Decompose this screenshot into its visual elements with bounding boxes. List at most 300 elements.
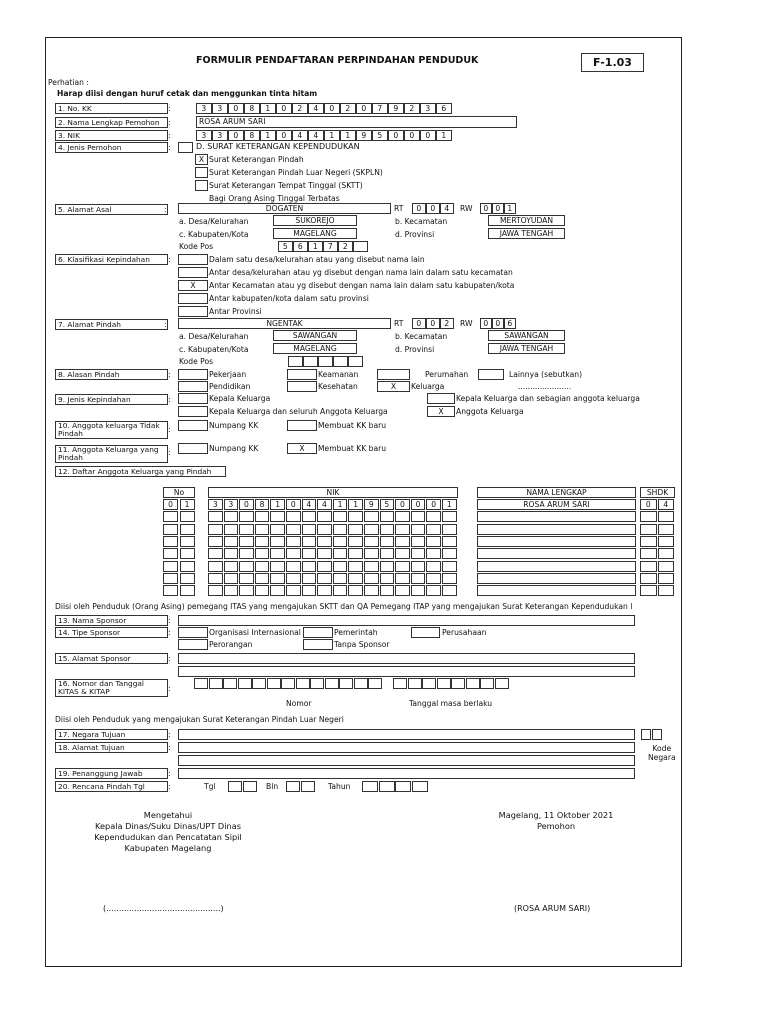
nik-cell[interactable] bbox=[255, 573, 270, 584]
no-cell[interactable] bbox=[163, 585, 178, 596]
bln-cells[interactable] bbox=[286, 781, 315, 792]
digit-cell[interactable] bbox=[333, 356, 348, 367]
digit-cell[interactable] bbox=[495, 678, 509, 689]
nik-cell[interactable] bbox=[208, 511, 223, 522]
kitas-tanggal-cells[interactable] bbox=[393, 678, 509, 689]
no-cell[interactable] bbox=[163, 561, 178, 572]
nik-cell[interactable] bbox=[411, 548, 426, 559]
nama-cell[interactable]: ROSA ARUM SARI bbox=[477, 499, 636, 510]
nik-cell[interactable] bbox=[317, 511, 332, 522]
checkbox-kk-baru[interactable]: X bbox=[287, 443, 317, 454]
digit-cell[interactable] bbox=[353, 241, 368, 252]
nik-cell[interactable] bbox=[239, 585, 254, 596]
digit-cell[interactable]: 6 bbox=[504, 318, 516, 329]
nama-cell[interactable] bbox=[477, 573, 636, 584]
checkbox-kk-baru[interactable] bbox=[287, 420, 317, 431]
nik-cell[interactable] bbox=[224, 573, 239, 584]
rt-cells[interactable] bbox=[412, 318, 454, 329]
no-cell[interactable] bbox=[180, 524, 195, 535]
alamat-tujuan-input[interactable] bbox=[178, 742, 635, 753]
nik-cell[interactable] bbox=[411, 573, 426, 584]
nik-cell[interactable] bbox=[411, 511, 426, 522]
nik-cell[interactable] bbox=[239, 524, 254, 535]
checkbox-pekerjaan[interactable] bbox=[178, 369, 208, 380]
digit-cell[interactable]: 5 bbox=[278, 241, 293, 252]
kab-input[interactable]: MAGELANG bbox=[273, 228, 357, 239]
prov-input[interactable]: JAWA TENGAH bbox=[488, 228, 565, 239]
nik-cell[interactable] bbox=[348, 511, 363, 522]
digit-cell[interactable]: 0 bbox=[356, 103, 372, 114]
digit-cell[interactable] bbox=[318, 356, 333, 367]
checkbox-kk-seluruh[interactable] bbox=[178, 406, 208, 417]
nama-input[interactable]: ROSA ARUM SARI bbox=[196, 116, 517, 128]
klasifikasi-checkbox[interactable] bbox=[178, 254, 208, 265]
no-cell[interactable] bbox=[180, 536, 195, 547]
digit-cell[interactable]: 0 bbox=[412, 318, 426, 329]
option-checkbox[interactable]: X bbox=[195, 154, 208, 165]
no-cell[interactable] bbox=[163, 511, 178, 522]
option-checkbox[interactable] bbox=[195, 180, 208, 191]
nik-cell[interactable] bbox=[348, 524, 363, 535]
nik-cell[interactable] bbox=[317, 585, 332, 596]
tgl-cells[interactable] bbox=[228, 781, 257, 792]
digit-cell[interactable]: 0 bbox=[228, 130, 244, 141]
kode-pos-cells[interactable] bbox=[278, 241, 368, 252]
nik-cell[interactable] bbox=[270, 561, 285, 572]
nik-cell[interactable] bbox=[255, 548, 270, 559]
shdk-cell[interactable] bbox=[640, 548, 657, 559]
desa-input[interactable]: SUKOREJO bbox=[273, 215, 357, 226]
digit-cell[interactable] bbox=[368, 678, 382, 689]
nik-cell[interactable]: 0 bbox=[286, 499, 301, 510]
nik-cell[interactable] bbox=[270, 536, 285, 547]
nik-cell[interactable] bbox=[239, 548, 254, 559]
nik-cell[interactable] bbox=[364, 536, 379, 547]
no-cell[interactable] bbox=[180, 561, 195, 572]
nik-cell[interactable] bbox=[317, 573, 332, 584]
kode-pos-cells[interactable] bbox=[288, 356, 363, 367]
digit-cell[interactable]: 9 bbox=[388, 103, 404, 114]
nik-cell[interactable] bbox=[411, 561, 426, 572]
nik-cell[interactable] bbox=[317, 548, 332, 559]
nik-cell[interactable]: 0 bbox=[426, 499, 441, 510]
nik-cell[interactable] bbox=[224, 585, 239, 596]
digit-cell[interactable] bbox=[451, 678, 465, 689]
nik-cell[interactable] bbox=[286, 573, 301, 584]
nik-cell[interactable] bbox=[442, 536, 457, 547]
nik-cell[interactable] bbox=[270, 573, 285, 584]
nik-cell[interactable] bbox=[302, 548, 317, 559]
nik-cell[interactable] bbox=[302, 561, 317, 572]
shdk-cell[interactable] bbox=[640, 524, 657, 535]
checkbox-tanpa[interactable] bbox=[303, 639, 333, 650]
nik-cells[interactable] bbox=[196, 130, 452, 141]
checkbox-numpang[interactable] bbox=[178, 420, 208, 431]
digit-cell[interactable] bbox=[209, 678, 223, 689]
digit-cell[interactable]: 0 bbox=[228, 103, 244, 114]
digit-cell[interactable] bbox=[303, 356, 318, 367]
nik-cell[interactable] bbox=[411, 524, 426, 535]
nik-cell[interactable] bbox=[317, 536, 332, 547]
desa-input[interactable]: SAWANGAN bbox=[273, 330, 357, 341]
nik-cell[interactable] bbox=[239, 561, 254, 572]
sponsor-alamat-input[interactable] bbox=[178, 653, 635, 664]
shdk-cell[interactable] bbox=[658, 536, 675, 547]
nik-cell[interactable] bbox=[208, 548, 223, 559]
nik-cell[interactable]: 0 bbox=[395, 499, 410, 510]
digit-cell[interactable] bbox=[223, 678, 237, 689]
nik-cell[interactable] bbox=[333, 536, 348, 547]
nik-cell[interactable] bbox=[302, 585, 317, 596]
digit-cell[interactable] bbox=[281, 678, 295, 689]
shdk-cell[interactable] bbox=[658, 573, 675, 584]
digit-cell[interactable] bbox=[422, 678, 436, 689]
digit-cell[interactable]: 0 bbox=[276, 103, 292, 114]
digit-cell[interactable]: 7 bbox=[323, 241, 338, 252]
nik-cell[interactable]: 1 bbox=[348, 499, 363, 510]
nik-cell[interactable] bbox=[380, 573, 395, 584]
nik-cell[interactable]: 5 bbox=[380, 499, 395, 510]
digit-cell[interactable]: 0 bbox=[388, 130, 404, 141]
nik-cell[interactable]: 1 bbox=[333, 499, 348, 510]
alamat-asal-input[interactable]: DOGATEN bbox=[178, 203, 391, 214]
nik-cell[interactable] bbox=[255, 561, 270, 572]
digit-cell[interactable]: 0 bbox=[426, 318, 440, 329]
no-cell[interactable] bbox=[180, 585, 195, 596]
shdk-cell[interactable] bbox=[640, 561, 657, 572]
nik-cell[interactable] bbox=[208, 561, 223, 572]
option-checkbox[interactable] bbox=[195, 167, 208, 178]
nik-cell[interactable] bbox=[239, 573, 254, 584]
no-cell[interactable] bbox=[180, 511, 195, 522]
digit-cell[interactable]: 1 bbox=[504, 203, 516, 214]
kitas-nomor-cells[interactable] bbox=[194, 678, 383, 689]
nik-cell[interactable] bbox=[302, 536, 317, 547]
klasifikasi-checkbox[interactable] bbox=[178, 293, 208, 304]
nik-cell[interactable]: 1 bbox=[442, 499, 457, 510]
no-cell[interactable] bbox=[180, 573, 195, 584]
nik-cell[interactable] bbox=[224, 511, 239, 522]
digit-cell[interactable] bbox=[466, 678, 480, 689]
checkbox-perorangan[interactable] bbox=[178, 639, 208, 650]
digit-cell[interactable]: 2 bbox=[292, 103, 308, 114]
nik-cell[interactable] bbox=[286, 548, 301, 559]
nik-cell[interactable]: 4 bbox=[302, 499, 317, 510]
digit-cell[interactable] bbox=[393, 678, 407, 689]
checkbox-kesehatan[interactable] bbox=[287, 381, 317, 392]
no-cell[interactable] bbox=[163, 573, 178, 584]
digit-cell[interactable] bbox=[354, 678, 368, 689]
digit-cell[interactable]: 0 bbox=[404, 130, 420, 141]
nik-cell[interactable] bbox=[239, 511, 254, 522]
digit-cell[interactable] bbox=[310, 678, 324, 689]
nama-cell[interactable] bbox=[477, 561, 636, 572]
nik-cell[interactable] bbox=[411, 585, 426, 596]
nik-cell[interactable] bbox=[224, 548, 239, 559]
no-cell[interactable]: 0 bbox=[163, 499, 178, 510]
nik-cell[interactable] bbox=[348, 536, 363, 547]
nik-cell[interactable]: 3 bbox=[224, 499, 239, 510]
digit-cell[interactable] bbox=[437, 678, 451, 689]
nik-cell[interactable] bbox=[208, 536, 223, 547]
nik-cell[interactable]: 0 bbox=[239, 499, 254, 510]
digit-cell[interactable]: 9 bbox=[356, 130, 372, 141]
nik-cell[interactable] bbox=[270, 585, 285, 596]
digit-cell[interactable]: 5 bbox=[372, 130, 388, 141]
rw-cells[interactable] bbox=[480, 203, 516, 214]
digit-cell[interactable]: 2 bbox=[440, 318, 454, 329]
nik-cell[interactable] bbox=[395, 524, 410, 535]
nik-cell[interactable] bbox=[224, 524, 239, 535]
nik-cell[interactable] bbox=[395, 573, 410, 584]
shdk-cell[interactable] bbox=[640, 511, 657, 522]
nik-cell[interactable] bbox=[255, 511, 270, 522]
digit-cell[interactable] bbox=[348, 356, 363, 367]
checkbox-pendidikan[interactable] bbox=[178, 381, 208, 392]
digit-cell[interactable]: 1 bbox=[308, 241, 323, 252]
digit-cell[interactable]: 0 bbox=[492, 318, 504, 329]
digit-cell[interactable]: 4 bbox=[308, 103, 324, 114]
nik-cell[interactable] bbox=[348, 573, 363, 584]
digit-cell[interactable]: 7 bbox=[372, 103, 388, 114]
kode-negara-cells[interactable] bbox=[641, 729, 662, 740]
digit-cell[interactable] bbox=[267, 678, 281, 689]
nik-cell[interactable] bbox=[333, 548, 348, 559]
checkbox-kk-sebagian[interactable] bbox=[427, 393, 455, 404]
checkbox-org[interactable] bbox=[178, 627, 208, 638]
checkbox-kk[interactable] bbox=[178, 393, 208, 404]
negara-input[interactable] bbox=[178, 729, 635, 740]
digit-cell[interactable]: 1 bbox=[260, 103, 276, 114]
pemohon-checkbox[interactable] bbox=[178, 142, 193, 153]
checkbox-pemerintah[interactable] bbox=[303, 627, 333, 638]
digit-cell[interactable]: 0 bbox=[420, 130, 436, 141]
digit-cell[interactable] bbox=[296, 678, 310, 689]
digit-cell[interactable] bbox=[252, 678, 266, 689]
digit-cell[interactable]: 0 bbox=[480, 318, 492, 329]
digit-cell[interactable]: 8 bbox=[244, 130, 260, 141]
nik-cell[interactable] bbox=[239, 536, 254, 547]
digit-cell[interactable]: 3 bbox=[196, 103, 212, 114]
digit-cell[interactable] bbox=[288, 356, 303, 367]
sponsor-nama-input[interactable] bbox=[178, 615, 635, 626]
nik-cell[interactable] bbox=[255, 585, 270, 596]
nama-cell[interactable] bbox=[477, 548, 636, 559]
nik-cell[interactable] bbox=[348, 585, 363, 596]
nik-cell[interactable] bbox=[380, 511, 395, 522]
nik-cell[interactable] bbox=[333, 561, 348, 572]
nik-cell[interactable] bbox=[364, 573, 379, 584]
nik-cell[interactable] bbox=[364, 511, 379, 522]
nik-cell[interactable] bbox=[302, 511, 317, 522]
klasifikasi-checkbox[interactable]: X bbox=[178, 280, 208, 291]
checkbox-perumahan[interactable] bbox=[377, 369, 410, 380]
digit-cell[interactable]: 1 bbox=[340, 130, 356, 141]
nik-cell[interactable] bbox=[442, 585, 457, 596]
nama-cell[interactable] bbox=[477, 536, 636, 547]
nik-cell[interactable] bbox=[395, 511, 410, 522]
shdk-cell[interactable]: 0 bbox=[640, 499, 657, 510]
digit-cell[interactable] bbox=[238, 678, 252, 689]
nik-cell[interactable] bbox=[286, 561, 301, 572]
nik-cell[interactable]: 8 bbox=[255, 499, 270, 510]
kab-input[interactable]: MAGELANG bbox=[273, 343, 357, 354]
checkbox-keamanan[interactable] bbox=[287, 369, 317, 380]
nik-cell[interactable] bbox=[426, 573, 441, 584]
digit-cell[interactable]: 6 bbox=[436, 103, 452, 114]
digit-cell[interactable]: 0 bbox=[480, 203, 492, 214]
checkbox-perusahaan[interactable] bbox=[411, 627, 440, 638]
nik-cell[interactable] bbox=[208, 524, 223, 535]
nik-cell[interactable] bbox=[333, 524, 348, 535]
shdk-cell[interactable]: 4 bbox=[658, 499, 675, 510]
nik-cell[interactable] bbox=[426, 561, 441, 572]
checkbox-anggota[interactable]: X bbox=[427, 406, 455, 417]
digit-cell[interactable]: 0 bbox=[492, 203, 504, 214]
digit-cell[interactable]: 4 bbox=[440, 203, 454, 214]
digit-cell[interactable]: 3 bbox=[212, 103, 228, 114]
nik-cell[interactable] bbox=[286, 524, 301, 535]
digit-cell[interactable]: 3 bbox=[420, 103, 436, 114]
nik-cell[interactable]: 4 bbox=[317, 499, 332, 510]
digit-cell[interactable]: 0 bbox=[426, 203, 440, 214]
nik-cell[interactable] bbox=[364, 561, 379, 572]
nik-cell[interactable] bbox=[348, 548, 363, 559]
nik-cell[interactable] bbox=[270, 511, 285, 522]
alamat-tujuan-input-2[interactable] bbox=[178, 755, 635, 766]
rw-cells[interactable] bbox=[480, 318, 516, 329]
digit-cell[interactable]: 2 bbox=[340, 103, 356, 114]
nik-cell[interactable] bbox=[317, 524, 332, 535]
shdk-cell[interactable] bbox=[640, 536, 657, 547]
digit-cell[interactable]: 0 bbox=[324, 103, 340, 114]
nik-cell[interactable] bbox=[270, 524, 285, 535]
checkbox-keluarga[interactable]: X bbox=[377, 381, 410, 392]
nik-cell[interactable] bbox=[395, 561, 410, 572]
digit-cell[interactable]: 6 bbox=[293, 241, 308, 252]
penanggung-input[interactable] bbox=[178, 768, 635, 779]
nik-cell[interactable] bbox=[426, 524, 441, 535]
nik-cell[interactable] bbox=[208, 573, 223, 584]
nama-cell[interactable] bbox=[477, 585, 636, 596]
nik-cell[interactable] bbox=[442, 548, 457, 559]
nik-cell[interactable] bbox=[286, 511, 301, 522]
shdk-cell[interactable] bbox=[658, 524, 675, 535]
nik-cell[interactable] bbox=[255, 536, 270, 547]
nik-cell[interactable] bbox=[426, 585, 441, 596]
nik-cell[interactable] bbox=[317, 561, 332, 572]
nik-cell[interactable] bbox=[380, 561, 395, 572]
nik-cell[interactable] bbox=[286, 536, 301, 547]
digit-cell[interactable]: 0 bbox=[412, 203, 426, 214]
nik-cell[interactable] bbox=[411, 536, 426, 547]
nik-cell[interactable] bbox=[333, 511, 348, 522]
nik-cell[interactable]: 3 bbox=[208, 499, 223, 510]
digit-cell[interactable] bbox=[339, 678, 353, 689]
nik-cell[interactable] bbox=[395, 536, 410, 547]
nik-cell[interactable] bbox=[395, 585, 410, 596]
shdk-cell[interactable] bbox=[640, 585, 657, 596]
nik-cell[interactable] bbox=[348, 561, 363, 572]
nik-cell[interactable] bbox=[208, 585, 223, 596]
nik-cell[interactable] bbox=[302, 573, 317, 584]
klasifikasi-checkbox[interactable] bbox=[178, 306, 208, 317]
nik-cell[interactable] bbox=[286, 585, 301, 596]
nik-cell[interactable]: 1 bbox=[270, 499, 285, 510]
nik-cell[interactable] bbox=[426, 536, 441, 547]
digit-cell[interactable] bbox=[194, 678, 208, 689]
kec-input[interactable]: SAWANGAN bbox=[488, 330, 565, 341]
nik-cell[interactable]: 9 bbox=[364, 499, 379, 510]
nik-cell[interactable] bbox=[426, 511, 441, 522]
nik-cell[interactable] bbox=[380, 585, 395, 596]
shdk-cell[interactable] bbox=[658, 548, 675, 559]
nik-cell[interactable] bbox=[442, 561, 457, 572]
digit-cell[interactable]: 3 bbox=[196, 130, 212, 141]
kec-input[interactable]: MERTOYUDAN bbox=[488, 215, 565, 226]
prov-input[interactable]: JAWA TENGAH bbox=[488, 343, 565, 354]
nik-cell[interactable] bbox=[442, 511, 457, 522]
nik-cell[interactable] bbox=[364, 548, 379, 559]
nik-cell[interactable] bbox=[364, 524, 379, 535]
nik-cell[interactable] bbox=[224, 536, 239, 547]
nik-cell[interactable] bbox=[380, 536, 395, 547]
nama-cell[interactable] bbox=[477, 524, 636, 535]
shdk-cell[interactable] bbox=[658, 561, 675, 572]
digit-cell[interactable]: 2 bbox=[338, 241, 353, 252]
no-cell[interactable] bbox=[163, 548, 178, 559]
shdk-cell[interactable] bbox=[658, 585, 675, 596]
digit-cell[interactable]: 4 bbox=[292, 130, 308, 141]
digit-cell[interactable] bbox=[480, 678, 494, 689]
digit-cell[interactable]: 1 bbox=[260, 130, 276, 141]
tahun-cells[interactable] bbox=[362, 781, 428, 792]
nik-cell[interactable] bbox=[224, 561, 239, 572]
shdk-cell[interactable] bbox=[640, 573, 657, 584]
no-cell[interactable] bbox=[163, 524, 178, 535]
nik-cell[interactable] bbox=[380, 548, 395, 559]
rt-cells[interactable] bbox=[412, 203, 454, 214]
alamat-pindah-input[interactable]: NGENTAK bbox=[178, 318, 391, 329]
sponsor-alamat-input-2[interactable] bbox=[178, 666, 635, 677]
nik-cell[interactable] bbox=[333, 573, 348, 584]
digit-cell[interactable]: 1 bbox=[324, 130, 340, 141]
shdk-cell[interactable] bbox=[658, 511, 675, 522]
nik-cell[interactable] bbox=[302, 524, 317, 535]
klasifikasi-checkbox[interactable] bbox=[178, 267, 208, 278]
no-cell[interactable] bbox=[163, 536, 178, 547]
checkbox-numpang[interactable] bbox=[178, 443, 208, 454]
nik-cell[interactable] bbox=[442, 573, 457, 584]
digit-cell[interactable]: 1 bbox=[436, 130, 452, 141]
nik-cell[interactable] bbox=[255, 524, 270, 535]
nik-cell[interactable]: 0 bbox=[411, 499, 426, 510]
nik-cell[interactable] bbox=[442, 524, 457, 535]
nik-cell[interactable] bbox=[426, 548, 441, 559]
no-cell[interactable] bbox=[180, 548, 195, 559]
nik-cell[interactable] bbox=[333, 585, 348, 596]
no-cell[interactable]: 1 bbox=[180, 499, 195, 510]
digit-cell[interactable] bbox=[325, 678, 339, 689]
digit-cell[interactable]: 3 bbox=[212, 130, 228, 141]
nik-cell[interactable] bbox=[380, 524, 395, 535]
digit-cell[interactable]: 8 bbox=[244, 103, 260, 114]
nik-cell[interactable] bbox=[364, 585, 379, 596]
checkbox-lainnya[interactable] bbox=[478, 369, 504, 380]
nik-cell[interactable] bbox=[395, 548, 410, 559]
digit-cell[interactable]: 2 bbox=[404, 103, 420, 114]
digit-cell[interactable] bbox=[408, 678, 422, 689]
